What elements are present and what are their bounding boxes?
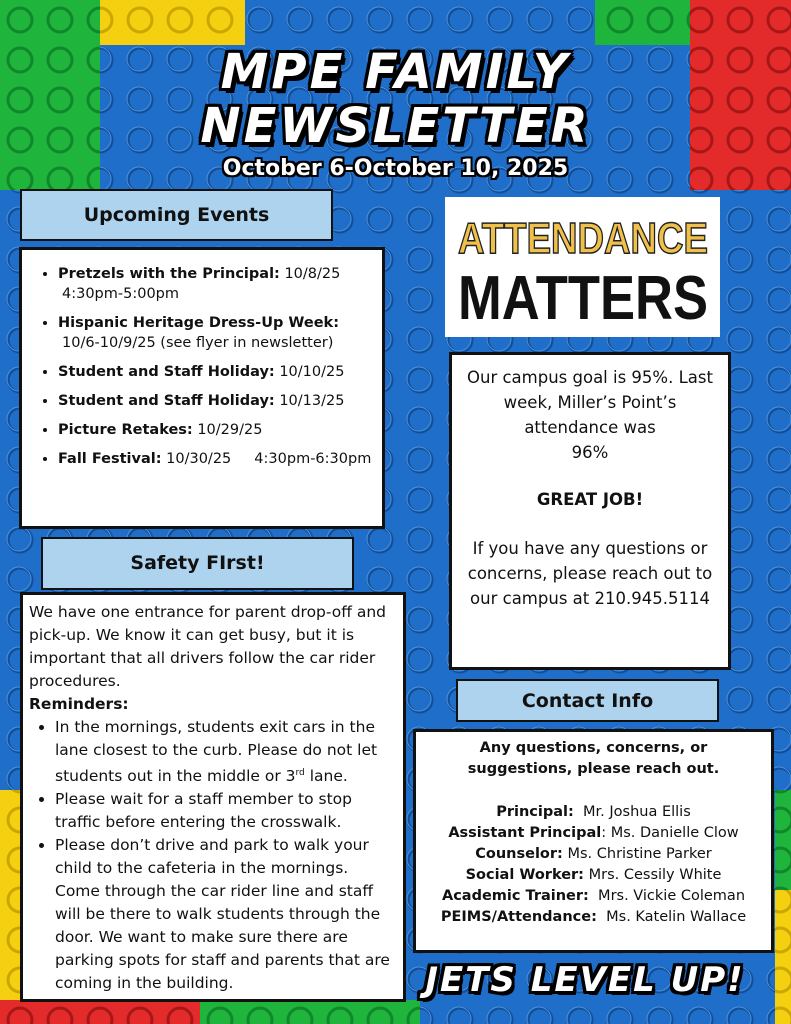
event-item: • Pretzels with the Principal: 10/8/25 4:30pm-5:00pm <box>58 264 374 304</box>
safety-intro: We have one entrance for parent drop-off and pick-up. We know it can get busy, but it is important that all drivers follow the car rider procedures. <box>29 603 387 690</box>
contact-info-heading: Contact Info <box>456 679 719 722</box>
newsletter-title-line2: NEWSLETTER <box>200 98 591 154</box>
attendance-questions-text: If you have any questions or concerns, please reach out to our campus at 210.945.5114 <box>467 539 713 608</box>
event-item: • Picture Retakes: 10/29/25 <box>58 420 374 440</box>
contact-row: Assistant Principal: Ms. Danielle Clow <box>448 825 739 841</box>
contact-row: PEIMS/Attendance: Ms. Katelin Wallace <box>440 909 747 925</box>
event-item: • Student and Staff Holiday: 10/13/25 <box>58 391 374 411</box>
contact-row: Principal: Mr. Joshua Ellis <box>496 804 691 820</box>
attendance-goal-text: Our campus goal is 95%. Last week, Miller’s Point’s attendance was <box>467 368 713 437</box>
reminders-list <box>29 716 395 995</box>
jets-level-up-footer: JETS LEVEL UP! <box>425 960 745 1000</box>
newsletter-dates: October 6-October 10, 2025 <box>222 156 569 181</box>
contact-row: Counselor: Ms. Christine Parker <box>475 846 712 862</box>
contact-intro: Any questions, concerns, or suggestions, please reach out. <box>467 740 720 777</box>
newsletter-title-line1: MPE FAMILY <box>220 44 571 100</box>
event-item: • Hispanic Heritage Dress-Up Week: 10/6-10/9/25 (see flyer in newsletter) <box>58 313 374 353</box>
contact-row: Social Worker: Mrs. Cessily White <box>465 867 722 883</box>
attendance-matters-logo <box>445 197 720 337</box>
svg-text:MATTERS: MATTERS <box>458 264 708 333</box>
upcoming-events-box <box>19 247 385 529</box>
attendance-percent: 96% <box>571 443 609 462</box>
great-job-text: GREAT JOB! <box>536 490 644 509</box>
reminder-item: • In the mornings, students exit cars in the lane closest to the curb. Please do not let students out in the middle or 3rd lane. <box>55 716 395 788</box>
upcoming-events-heading: Upcoming Events <box>20 189 333 241</box>
reminders-label: Reminders: <box>29 695 129 713</box>
event-item: • Fall Festival: 10/30/25 4:30pm-6:30pm <box>58 449 374 469</box>
contact-row: Academic Trainer: Mrs. Vickie Coleman <box>441 888 746 904</box>
contact-info-box <box>413 729 774 953</box>
attendance-box <box>449 352 731 670</box>
event-item: • Student and Staff Holiday: 10/10/25 <box>58 362 374 382</box>
reminder-item: • Please wait for a staff member to stop traffic before entering the crosswalk. <box>55 788 395 834</box>
svg-text:ATTENDANCE: ATTENDANCE <box>458 214 708 263</box>
safety-box <box>20 592 406 1002</box>
safety-first-heading: Safety FIrst! <box>41 537 354 590</box>
events-list <box>32 264 374 469</box>
reminder-item: • Please don’t drive and park to walk your child to the cafeteria in the mornings. Come through the car rider line and staff will be there to walk students through the door. We want to make sure there are parking spots for staff and parents that are coming in the building. <box>55 834 395 995</box>
